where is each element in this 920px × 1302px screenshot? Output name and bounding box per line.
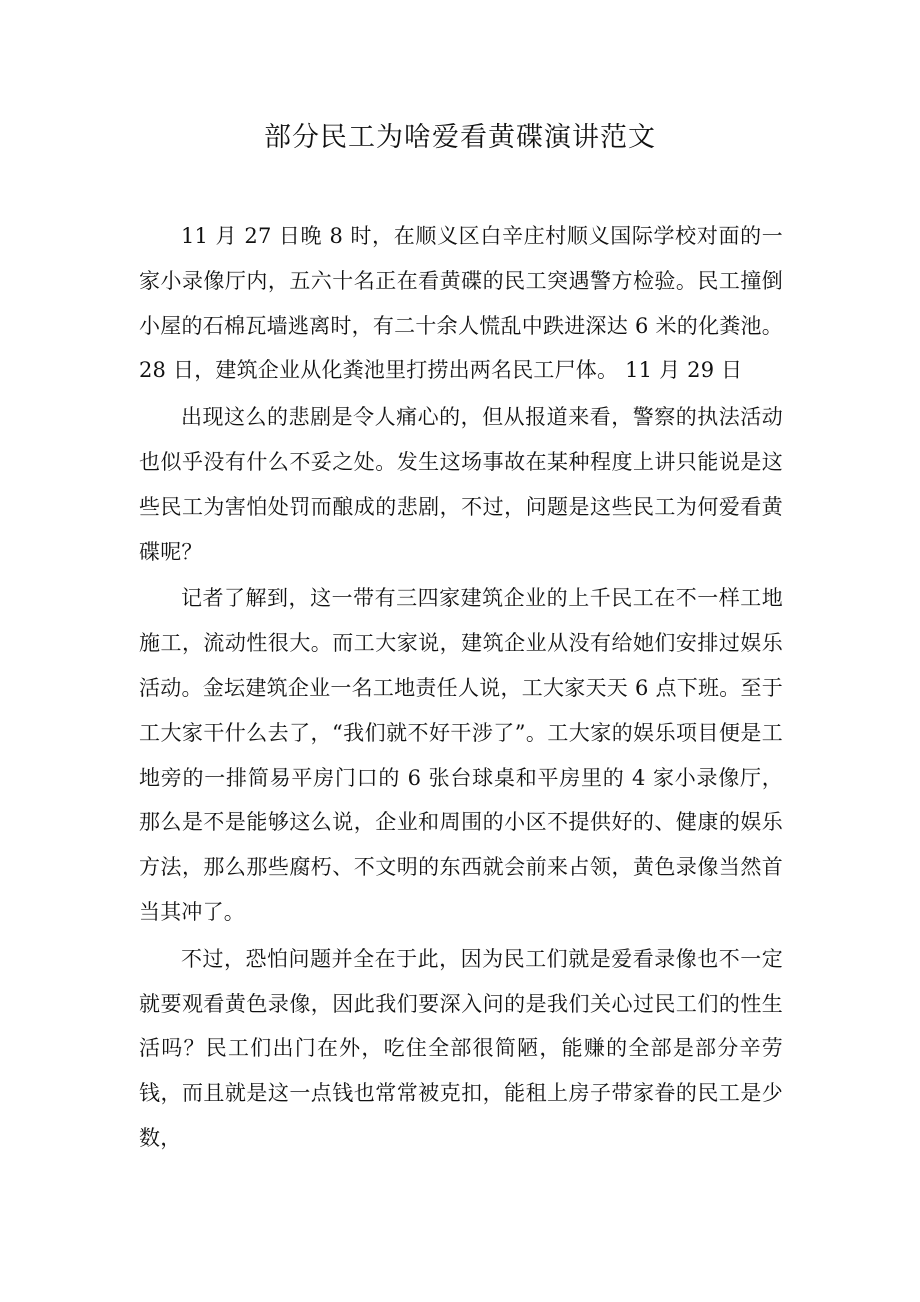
document-body	[139, 214, 783, 1163]
document-title: 部分民工为啥爱看黄碟演讲范文	[264, 122, 656, 153]
paragraph-1: 11 月 27 日晚 8 时，在顺义区白辛庄村顺义国际学校对面的一家小录像厅内，五六十名正在看黄碟的民工突遇警方检验。民工撞倒小屋的石棉瓦墙逃离时，有二十余人慌乱中跌进深达 6 米的化粪池。28 日，建筑企业从化粪池里打捞出两名民工尸体。 11 月 29 日	[139, 224, 783, 383]
paragraph-4: 不过，恐怕问题并全在于此，因为民工们就是爱看录像也不一定就要观看黄色录像，因此我们要深入问的是我们关心过民工们的性生活吗？民工们出门在外，吃住全部很简陋，能赚的全部是部分辛劳钱，而且就是这一点钱也常常被克扣，能租上房子带家眷的民工是少数，	[139, 946, 783, 1150]
paragraph-3: 记者了解到，这一带有三四家建筑企业的上千民工在不一样工地施工，流动性很大。而工大家说，建筑企业从没有给她们安排过娱乐活动。金坛建筑企业一名工地责任人说，工大家天天 6 点下班。至于工大家干什么去了，“我们就不好干涉了”。工大家的娱乐项目便是工地旁的一排简易平房门口的 6 张台球桌和平房里的 4 家小录像厅，那么是不是能够这么说，企业和周围的小区不提供好的、健康的娱乐方法，那么那些腐朽、不文明的东西就会前来占领，黄色录像当然首当其冲了。	[139, 586, 783, 924]
paragraph-2: 出现这么的悲剧是令人痛心的，但从报道来看，警察的执法活动也似乎没有什么不妥之处。发生这场事故在某种程度上讲只能说是这些民工为害怕处罚而酿成的悲剧，不过，问题是这些民工为何爱看黄碟呢？	[139, 405, 783, 564]
